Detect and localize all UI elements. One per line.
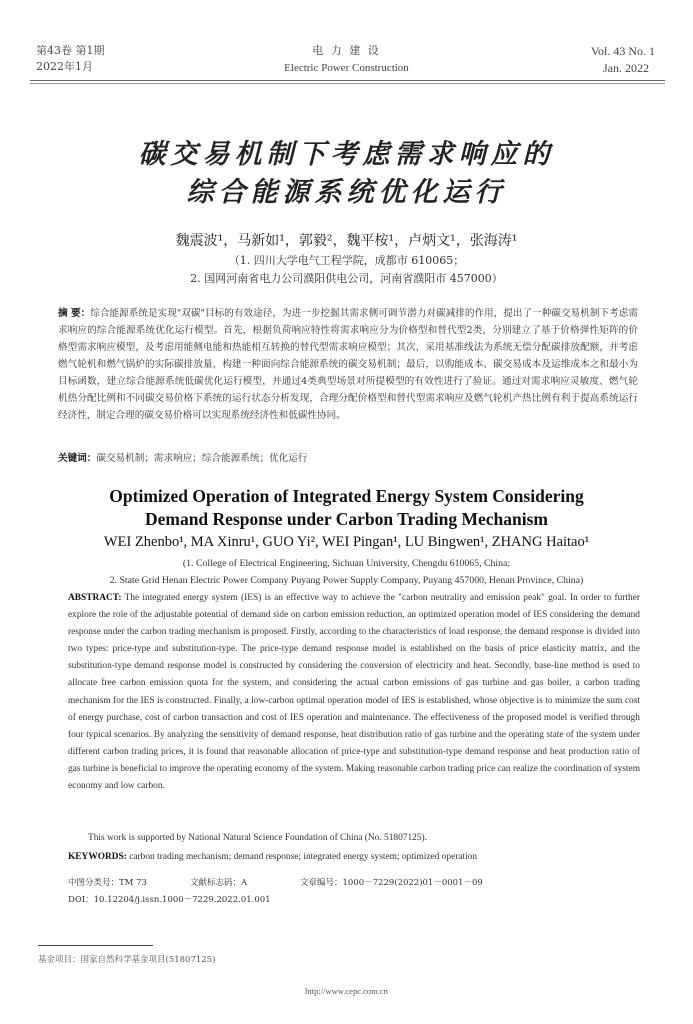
footer-url[interactable]: http://www.cepc.com.cn — [305, 986, 388, 996]
support-en: This work is supported by National Natural Science Foundation of China (No. 51807125). — [88, 833, 428, 843]
affiliation-en-2: 2. State Grid Henan Electric Power Company Puyang Power Supply Company, Puyang 457000, Henan Province, China) — [109, 575, 584, 586]
footnote-rule — [38, 945, 153, 946]
keywords-cn — [58, 450, 638, 467]
title-en-line1: Optimized Operation of Integrated Energy System Considering — [109, 486, 584, 506]
abstract-en-text: The integrated energy system (IES) is an effective way to achieve the "carbon neutrality and emission peak" goal. In order to further explore the role of the adjustable potential of demand side on carbon emission reduction, an optimized operation model of IES considering the demand response under the carbon trading mechanism is proposed. Firstly, according to the characteristics of load response, the demand response is divided into two types: price-type and substitution-type. The price-type demand response model is established on the basis of price elasticity matrix, and the substitution-type demand response model is constructed by considering the conversion of electricity and heat. Secondly, base-line method is used to allocate free carbon emission quota for the system, and considering the actual carbon emissions of gas turbine and gas boiler, a carbon trading mechanism for the IES is constructed. Finally, a low-carbon optimal operation model of IES is established, whose objective is to minimize the sum cost of energy purchase, cost of carbon transaction and cost of IES operation and maintenance. The effectiveness of the proposed model is verified through four typical scenarios. By analyzing the sensitivity of demand response, heat distribution ratio of gas turbine and the operating state of the system under different carbon trading prices, it is found that reasonable allocation of price-type and substitution-type demand response and heat production ratio of gas turbine is beneficial to improve the operating economy of the system. Making reasonable carbon trading price can realize the coordination of system economy and low carbon. — [68, 593, 640, 792]
affiliation-en-1: (1. College of Electrical Engineering, Sichuan University, Chengdu 610065, China; — [182, 558, 511, 569]
keywords-en-label: KEYWORDS: — [68, 852, 127, 862]
header-en-date: Jan. 2022 — [603, 61, 649, 75]
header-rule — [30, 80, 665, 81]
clc-number: 中图分类号：TM 73 — [68, 878, 147, 888]
document-code: 文献标志码：A — [190, 878, 248, 888]
keywords-en — [68, 849, 640, 866]
header-en-volume: Vol. 43 No. 1 — [590, 44, 655, 58]
abstract-en — [68, 590, 640, 795]
title-en-line2: Demand Response under Carbon Trading Mechanism — [144, 509, 549, 529]
abstract-en-label: ABSTRACT: — [68, 593, 122, 603]
header-cn-volume: 第43卷 第1期 — [36, 44, 105, 57]
authors-cn: 魏震波¹，马新如¹，郭毅²，魏平桉¹，卢炳文¹，张海涛¹ — [175, 233, 518, 249]
header-journal-cn: 电 力 建 设 — [312, 44, 381, 57]
title-cn-line1: 碳交易机制下考虑需求响应的 — [138, 139, 555, 170]
footnote-funding: 基金项目：国家自然科学基金项目(51807125) — [38, 955, 216, 965]
affiliation-cn-1: （1. 四川大学电气工程学院，成都市 610065； — [228, 254, 465, 267]
title-cn-line2: 综合能源系统优化运行 — [186, 177, 507, 208]
header-cn-date: 2022年1月 — [36, 60, 93, 73]
abstract-cn-label: 摘 要： — [58, 308, 91, 319]
abstract-cn-text: 综合能源系统是实现"双碳"目标的有效途径，为进一步挖掘其需求侧可调节潜力对碳减排的作用，提出了一种碳交易机制下考虑需求响应的综合能源系统优化运行模型。首先，根据负荷响应特性将需求响应分为价格型和替代型2类，分别建立了基于价格弹性矩阵的价格型需求响应模型，及考虑用能侧电能和热能相互转换的替代型需求响应模型；其次，采用基准线法为系统无偿分配碳排放配额，并考虑燃气轮机和燃气锅炉的实际碳排放量，构建一种面向综合能源系统的碳交易机制；最后，以购能成本、碳交易成本及运维成本之和最小为目标函数，建立综合能源系统低碳优化运行模型，并通过4类典型场景对所提模型的有效性进行了验证。通过对需求响应灵敏度、燃气轮机热分配比例和不同碳交易价格下系统的运行状态分析发现，合理分配价格型和替代型需求响应及燃气轮机产热比例有利于提高系统运行经济性，制定合理的碳交易价格可以实现系统经济性和低碳性协同。 — [58, 308, 639, 421]
header-journal-en: Electric Power Construction — [284, 62, 409, 74]
keywords-cn-text: 碳交易机制；需求响应；综合能源系统；优化运行 — [96, 453, 308, 464]
article-number: 文章编号：1000－7229(2022)01－0001－09 — [300, 878, 483, 888]
affiliation-cn-2: 2. 国网河南省电力公司濮阳供电公司，河南省濮阳市 457000） — [190, 272, 503, 285]
header-rule-thin — [30, 83, 665, 84]
authors-en: WEI Zhenbo¹, MA Xinru¹, GUO Yi², WEI Pingan¹, LU Bingwen¹, ZHANG Haitao¹ — [103, 534, 590, 550]
keywords-en-text: carbon trading mechanism; demand response; integrated energy system; optimized operation — [126, 852, 478, 862]
abstract-cn — [58, 305, 638, 424]
keywords-cn-label: 关键词： — [58, 453, 97, 464]
doi: DOI：10.12204/j.issn.1000－7229.2022.01.001 — [68, 895, 271, 905]
